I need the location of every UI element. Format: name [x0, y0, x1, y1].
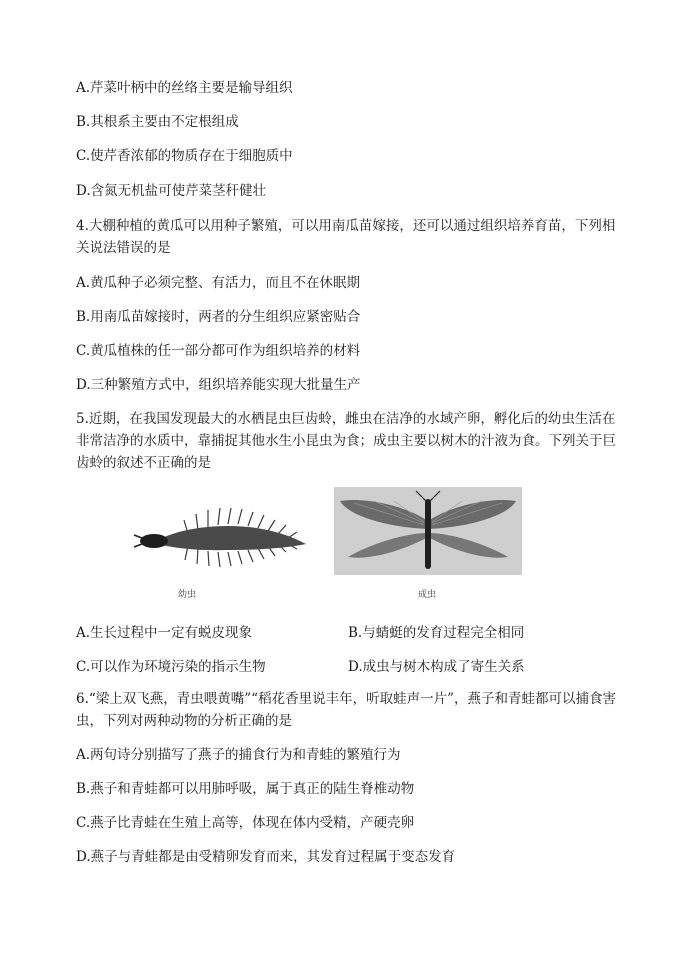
q4-option-b: B.用南瓜苗嫁接时，两者的分生组织应紧密贴合	[76, 309, 361, 325]
q5-stem: 5.近期，在我国发现最大的水栖昆虫巨齿蛉，雌虫在洁净的水域产卵，孵化后的幼虫生活在非常洁净的水质中，靠捕捉其他水生小昆虫为食；成虫主要以树木的汁液为食。下列关于巨齿蛉的叙述不正确的是	[76, 411, 616, 471]
q3-option-d: D.含氮无机盐可使芹菜茎秆健壮	[76, 183, 267, 199]
q5-option-b: B.与蜻蜓的发育过程完全相同	[348, 625, 525, 641]
larva-image	[128, 494, 318, 582]
adult-caption: 成虫	[418, 590, 437, 600]
adult-image	[334, 487, 522, 575]
q4-option-a: A.黄瓜种子必须完整、有活力，而且不在休眠期	[76, 275, 361, 291]
q6-option-a: A.两句诗分别描写了燕子的捕食行为和青蛙的繁殖行为	[76, 747, 401, 763]
q3-option-a: A.芹菜叶柄中的丝络主要是输导组织	[76, 80, 293, 96]
q5-option-c: C.可以作为环境污染的指示生物	[76, 659, 266, 675]
q6-stem: 6.“梁上双飞燕，青虫喂黄嘴”“稻花香里说丰年，听取蛙声一片”，燕子和青蛙都可以捕食害虫，下列对两种动物的分析正确的是	[76, 691, 616, 729]
q6-option-b: B.燕子和青蛙都可以用肺呼吸，属于真正的陆生脊椎动物	[76, 781, 415, 797]
larva-caption: 幼虫	[178, 590, 197, 600]
q4-option-c: C.黄瓜植株的任一部分都可作为组织培养的材料	[76, 343, 361, 359]
q6-option-d: D.燕子与青蛙都是由受精卵发育而来，其发育过程属于变态发育	[76, 849, 456, 865]
q5-option-d: D.成虫与树木构成了寄生关系	[348, 659, 525, 675]
q3-option-b: B.其根系主要由不定根组成	[76, 114, 239, 130]
q4-stem: 4.大棚种植的黄瓜可以用种子繁殖，可以用南瓜苗嫁接，还可以通过组织培养育苗，下列相关说法错误的是	[76, 218, 616, 256]
q3-option-c: C.使芹香浓郁的物质存在于细胞质中	[76, 148, 293, 164]
q5-option-a: A.生长过程中一定有蜕皮现象	[76, 625, 253, 641]
q6-option-c: C.燕子比青蛙在生殖上高等，体现在体内受精，产硬壳卵	[76, 815, 415, 831]
q4-option-d: D.三种繁殖方式中，组织培养能实现大批量生产	[76, 377, 361, 393]
